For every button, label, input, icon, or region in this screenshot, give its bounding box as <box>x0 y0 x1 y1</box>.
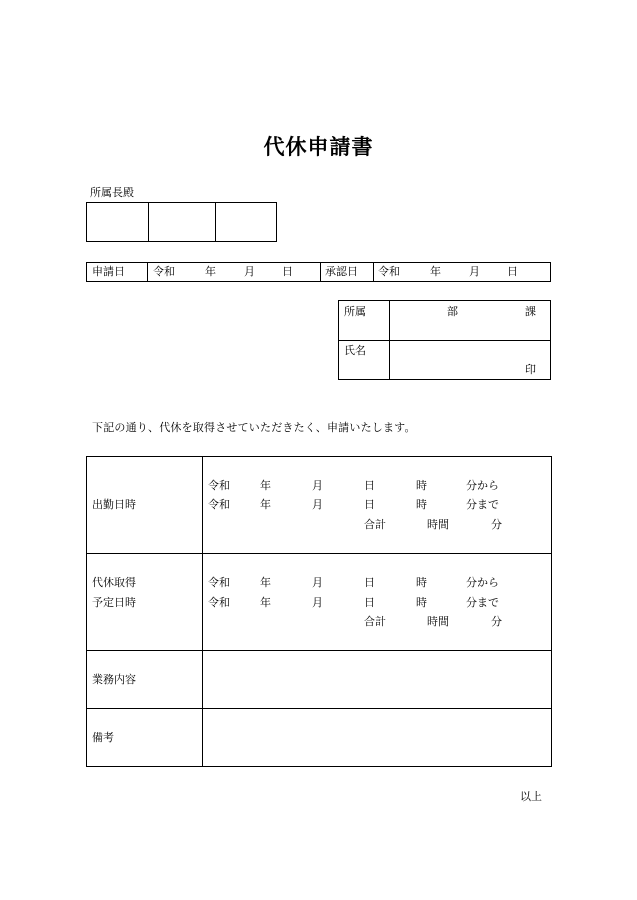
comp-from-minute: 分から <box>466 576 499 589</box>
seal-mark: 印 <box>525 363 536 376</box>
comp-to-era: 令和 <box>208 596 230 609</box>
comp-from-month: 月 <box>312 576 323 589</box>
comp-to-hour: 時 <box>416 596 427 609</box>
work-to-era: 令和 <box>208 498 230 511</box>
approve-day: 日 <box>507 265 518 278</box>
comp-to-month: 月 <box>312 596 323 609</box>
work-to-month: 月 <box>312 498 323 511</box>
work-from-hour: 時 <box>416 479 427 492</box>
approver-label: 所属長殿 <box>90 186 134 199</box>
comp-from-era: 令和 <box>208 576 230 589</box>
approval-stamp-boxes[interactable] <box>86 202 277 242</box>
section-unit: 課 <box>525 305 536 318</box>
approve-date-label: 承認日 <box>325 265 358 278</box>
stamp-divider <box>148 202 149 242</box>
comp-total-hours: 時間 <box>427 615 449 628</box>
work-to-minute: 分まで <box>466 498 499 511</box>
work-from-era: 令和 <box>208 479 230 492</box>
comp-from-year: 年 <box>260 576 271 589</box>
comp-to-day: 日 <box>364 596 375 609</box>
approve-era: 令和 <box>378 265 400 278</box>
notes-field[interactable] <box>203 709 551 766</box>
work-total-hours: 時間 <box>427 518 449 531</box>
work-to-year: 年 <box>260 498 271 511</box>
dept-unit: 部 <box>447 305 458 318</box>
apply-year: 年 <box>205 265 216 278</box>
approve-year: 年 <box>430 265 441 278</box>
notes-label: 備考 <box>92 731 114 744</box>
apply-date-label: 申請日 <box>92 265 125 278</box>
apply-month: 月 <box>244 265 255 278</box>
work-to-day: 日 <box>364 498 375 511</box>
comp-from-day: 日 <box>364 576 375 589</box>
page-title: 代休申請書 <box>263 135 374 159</box>
comp-total-minutes: 分 <box>491 615 502 628</box>
affiliation-label: 所属 <box>344 305 366 318</box>
approve-month: 月 <box>469 265 480 278</box>
comp-total-label: 合計 <box>364 615 386 628</box>
comp-from-hour: 時 <box>416 576 427 589</box>
work-from-day: 日 <box>364 479 375 492</box>
work-total-label: 合計 <box>364 518 386 531</box>
work-to-hour: 時 <box>416 498 427 511</box>
comp-to-minute: 分まで <box>466 596 499 609</box>
duty-content-field[interactable] <box>203 651 551 708</box>
name-label: 氏名 <box>344 344 366 357</box>
duty-content-label: 業務内容 <box>92 673 136 686</box>
work-from-month: 月 <box>312 479 323 492</box>
apply-era: 令和 <box>153 265 175 278</box>
apply-day: 日 <box>282 265 293 278</box>
closing-text: 以上 <box>520 790 542 803</box>
comp-label-line1: 代休取得 <box>92 576 136 589</box>
work-from-minute: 分から <box>466 479 499 492</box>
work-total-minutes: 分 <box>491 518 502 531</box>
work-datetime-label: 出勤日時 <box>92 498 136 511</box>
comp-label-line2: 予定日時 <box>92 596 136 609</box>
intro-text: 下記の通り、代休を取得させていただきたく、申請いたします。 <box>92 421 416 434</box>
work-from-year: 年 <box>260 479 271 492</box>
stamp-divider <box>215 202 216 242</box>
comp-to-year: 年 <box>260 596 271 609</box>
